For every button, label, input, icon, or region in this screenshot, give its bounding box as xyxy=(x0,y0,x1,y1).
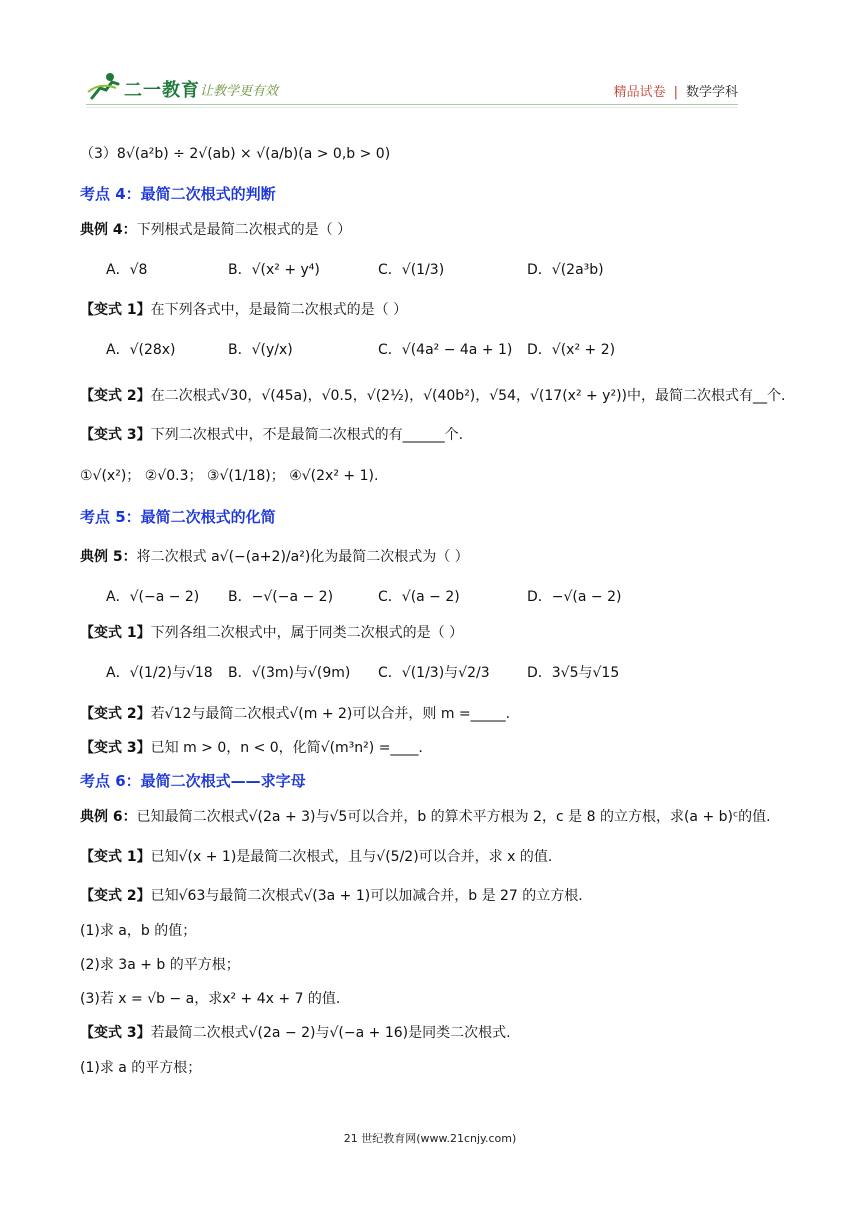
variant-4-2 xyxy=(80,385,785,405)
logo-text: 二一教育 xyxy=(124,80,200,101)
variant-5-2 xyxy=(80,703,510,723)
v41-option-d: D．√(x² + 2) xyxy=(527,342,616,358)
variant-6-1 xyxy=(80,846,552,866)
ex5-option-a: A．√(−a − 2) xyxy=(106,589,200,605)
example-4-text: 下列根式是最简二次根式的是（ ） xyxy=(136,222,352,238)
ex4-option-c: C．√(1/3) xyxy=(378,262,445,278)
variant-6-2-part-3: (3)若 x = √b − a，求x² + 4x + 7 的值. xyxy=(80,991,341,1007)
ex4-option-d: D．√(2a³b) xyxy=(527,262,604,278)
header-right xyxy=(614,81,738,100)
variant-6-1-label: 【变式 1】 xyxy=(80,849,151,865)
variant-5-1-label: 【变式 1】 xyxy=(80,625,151,641)
v51-option-a: A．√(1/2)与√18 xyxy=(106,665,213,681)
header-divider xyxy=(86,104,738,105)
v51-option-c: C．√(1/3)与√2/3 xyxy=(378,665,490,681)
header-tag: 精品试卷 xyxy=(613,85,666,100)
variant-5-3 xyxy=(80,737,423,757)
example-6-text: 已知最简二次根式√(2a + 3)与√5可以合并，b 的算术平方根为 2，c 是 8 的立方根，求(a + b)ᶜ的值. xyxy=(136,809,771,825)
header-subject: 数学学科 xyxy=(685,85,738,100)
variant-6-3-part-1: (1)求 a 的平方根； xyxy=(80,1060,202,1076)
variant-5-2-text: 若√12与最简二次根式√(m + 2)可以合并，则 m =_____. xyxy=(150,706,511,722)
variant-6-3-text: 若最简二次根式√(2a − 2)与√(−a + 16)是同类二次根式. xyxy=(150,1025,511,1041)
ex4-option-b: B．√(x² + y⁴) xyxy=(228,262,320,278)
example-5 xyxy=(80,546,469,566)
v41-option-c: C．√(4a² − 4a + 1) xyxy=(378,342,513,358)
section-5-title: 考点 5：最简二次根式的化简 xyxy=(80,508,276,526)
runner-logo-icon xyxy=(86,72,122,102)
variant-4-3 xyxy=(80,424,463,444)
variant-6-2-text: 已知√63与最简二次根式√(3a + 1)可以加减合并，b 是 27 的立方根. xyxy=(150,888,583,904)
ex5-option-c: C．√(a − 2) xyxy=(378,589,460,605)
variant-6-2-part-1: (1)求 a，b 的值； xyxy=(80,923,197,939)
variant-6-1-text: 已知√(x + 1)是最简二次根式，且与√(5/2)可以合并，求 x 的值. xyxy=(150,849,553,865)
variant-4-1 xyxy=(80,299,407,319)
ex4-option-a: A．√8 xyxy=(106,262,148,278)
variant-6-3-label: 【变式 3】 xyxy=(80,1025,151,1041)
variant-5-3-label: 【变式 3】 xyxy=(80,740,151,756)
example-5-label: 典例 5： xyxy=(80,549,137,565)
variant-5-1 xyxy=(80,622,463,642)
variant-4-2-label: 【变式 2】 xyxy=(80,388,151,404)
example-6 xyxy=(80,806,771,826)
section-4-title: 考点 4：最简二次根式的判断 xyxy=(80,185,276,203)
problem-3: （3）8√(a²b) ÷ 2√(ab) × √(a/b)(a > 0,b > 0) xyxy=(80,146,391,162)
variant-5-3-text: 已知 m > 0，n < 0，化简√(m³n²) =____. xyxy=(150,740,423,756)
example-4-label: 典例 4： xyxy=(80,222,137,238)
example-5-text: 将二次根式 a√(−(a+2)/a²)化为最简二次根式为（ ） xyxy=(136,549,469,565)
variant-4-3-label: 【变式 3】 xyxy=(80,427,151,443)
variant-6-3 xyxy=(80,1022,511,1042)
variant-6-2-label: 【变式 2】 xyxy=(80,888,151,904)
variant-4-3-text: 下列二次根式中，不是最简二次根式的有______个. xyxy=(150,427,464,443)
example-4 xyxy=(80,219,351,239)
variant-4-2-text: 在二次根式√30，√(45a)，√0.5，√(2½)，√(40b²)，√54，√(17(x² + y²))中，最简二次根式有__个. xyxy=(150,388,786,404)
v51-option-d: D．3√5与√15 xyxy=(527,665,620,681)
page-footer: 21 世纪教育网(www.21cnjy.com) xyxy=(343,1132,517,1145)
example-6-label: 典例 6： xyxy=(80,809,137,825)
v41-option-b: B．√(y/x) xyxy=(228,342,293,358)
v41-option-a: A．√(28x) xyxy=(106,342,176,358)
variant-4-1-text: 在下列各式中，是最简二次根式的是（ ） xyxy=(150,302,408,318)
logo-slogan: 让教学更有效 xyxy=(200,84,279,99)
variant-4-1-label: 【变式 1】 xyxy=(80,302,151,318)
header-separator: | xyxy=(673,85,678,100)
ex5-option-b: B．−√(−a − 2) xyxy=(228,589,334,605)
header-divider-light xyxy=(86,107,738,108)
variant-6-2-part-2: (2)求 3a + b 的平方根； xyxy=(80,957,240,973)
section-6-title: 考点 6：最简二次根式——求字母 xyxy=(80,772,306,790)
variant-4-3-items: ①√(x²)； ②√0.3； ③√(1/18)； ④√(2x² + 1). xyxy=(80,468,379,484)
ex5-option-d: D．−√(a − 2) xyxy=(527,589,622,605)
variant-5-2-label: 【变式 2】 xyxy=(80,706,151,722)
v51-option-b: B．√(3m)与√(9m) xyxy=(228,665,351,681)
variant-6-2 xyxy=(80,885,583,905)
variant-5-1-text: 下列各组二次根式中，属于同类二次根式的是（ ） xyxy=(150,625,464,641)
